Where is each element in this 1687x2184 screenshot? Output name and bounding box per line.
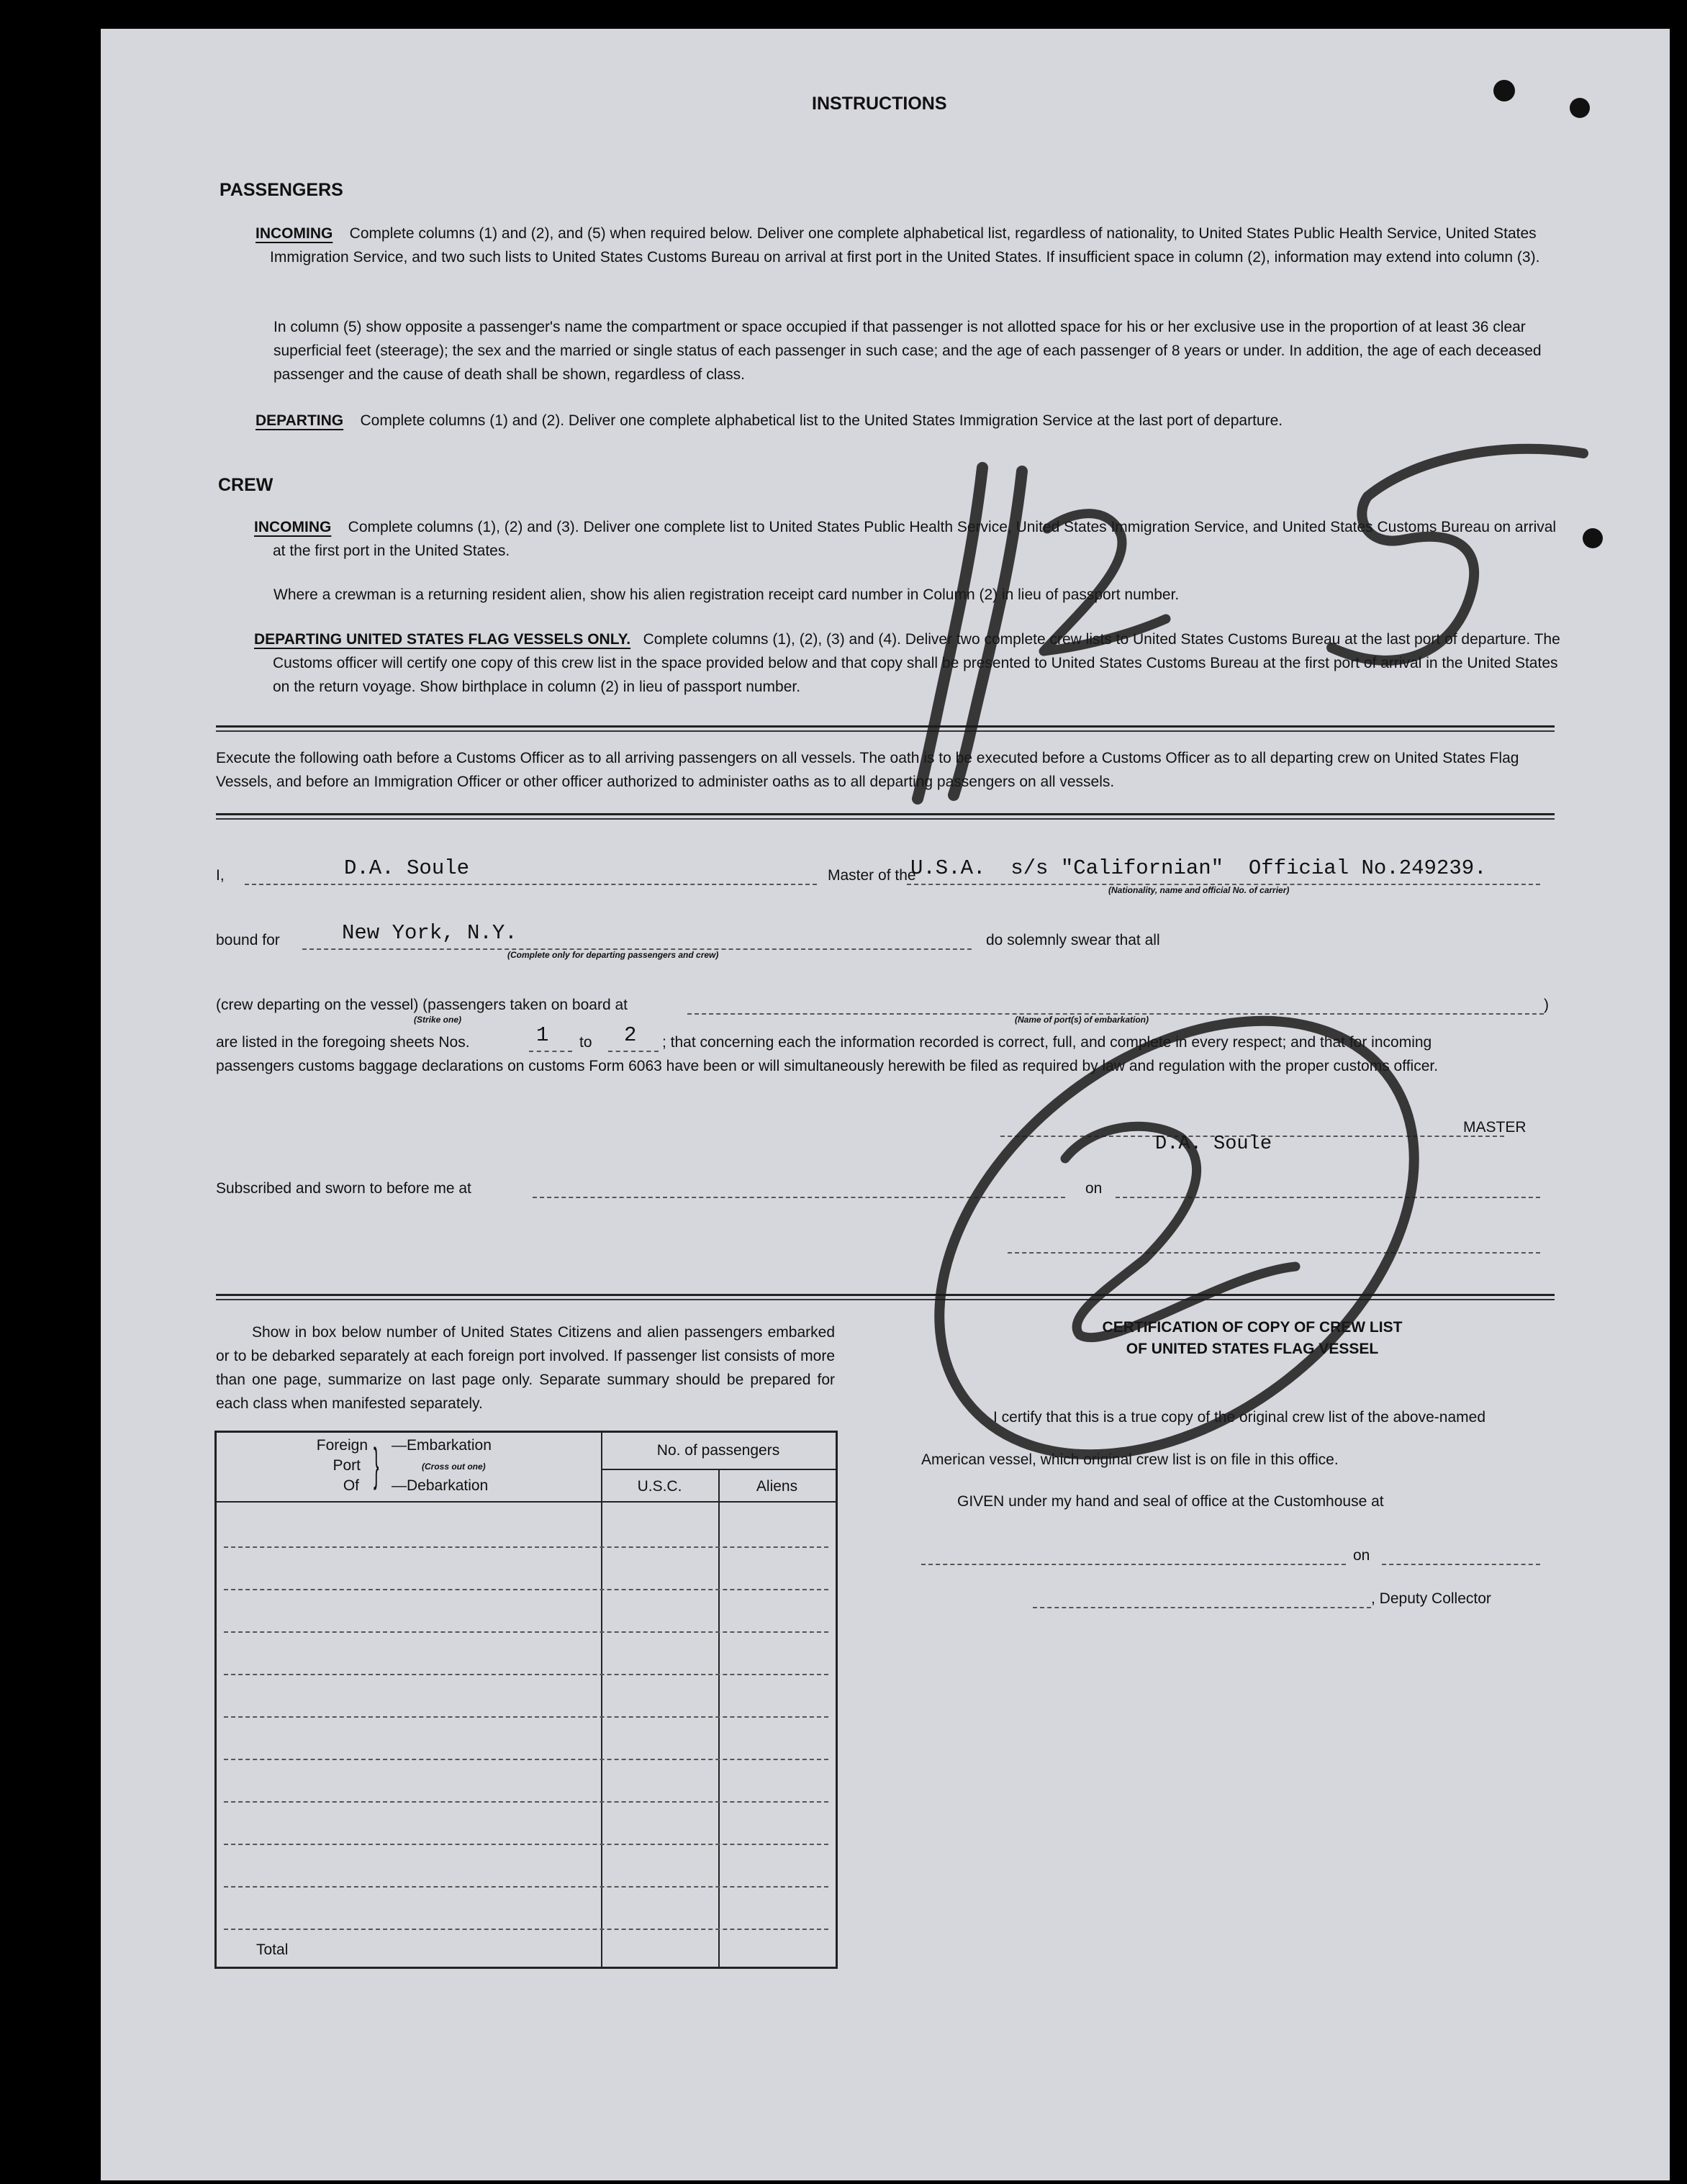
deputy-label: , Deputy Collector: [1371, 1590, 1491, 1607]
subscribed-place-line: [533, 1197, 1065, 1198]
passengers-heading: PASSENGERS: [220, 180, 343, 200]
debarkation-label: —Debarkation: [392, 1477, 489, 1494]
summary-instruction: Show in box below number of United States Citizens and alien passengers embarked or to be debarked separately at each foreign port involved. If passenger list consists of more than one page, summarize on last page only. Separate summary should be prepared for each class when manifested separately.: [216, 1324, 835, 1412]
total-label: Total: [256, 1941, 289, 1958]
column5-text: In column (5) show opposite a passenger's name the compartment or space occupied if that passenger is not allotted space for his or her exclusive use in the proportion of at least 36 clear superficial feet (steerage); the sex and the married or single status of each passenger in such case; and the age of each passenger of 8 years or under. In addition, the age of each deceased passenger and the cause of death shall be shown, regardless of class.: [273, 319, 1542, 383]
brace-icon: }: [374, 1438, 379, 1490]
sheet-from-line: [529, 1051, 572, 1052]
divider: [216, 818, 1555, 820]
crew-incoming-label: INCOMING: [254, 519, 332, 535]
sheet-to-line: [608, 1051, 659, 1052]
cert-date-line: [1382, 1564, 1540, 1565]
bound-caption: (Complete only for departing passengers and crew): [507, 950, 719, 960]
subscribed-date-line: [1116, 1197, 1540, 1198]
no-of-passengers: No. of passengers: [656, 1442, 780, 1459]
cross-out-caption: (Cross out one): [422, 1462, 486, 1472]
incoming-label: INCOMING: [255, 225, 333, 242]
embarkation-label: —Embarkation: [392, 1437, 492, 1454]
bound-label: bound for: [216, 932, 280, 948]
to-label: to: [579, 1034, 592, 1051]
table-row: [224, 1801, 828, 1803]
port-caption: (Name of port(s) of embarkation): [1015, 1015, 1149, 1025]
master-signature: D.A. Soule: [1155, 1133, 1272, 1155]
crew-incoming-text: Complete columns (1), (2) and (3). Deliver one complete list to United States Public Health Service, United States Immigration Service, and United States Customs Bureau on arrival at the first port in the United States.: [273, 519, 1557, 559]
divider: [216, 1299, 1555, 1300]
crew-departing-text: Complete columns (1), (2), (3) and (4). Deliver two complete crew lists to United States Customs Bureau at the last port of departure. The Customs officer will certify one copy of this crew list in the space provided below and that copy shall be presented to United States Customs Bureau at the first port of arrival in the United States on the return voyage. Show birthplace in column (2) in lieu of passport number.: [273, 631, 1560, 695]
master-label: MASTER: [1463, 1119, 1527, 1136]
table-row: [224, 1929, 828, 1930]
listed-label: are listed in the foregoing sheets Nos.: [216, 1034, 470, 1051]
aliens-header: Aliens: [756, 1478, 798, 1495]
divider: [216, 1294, 1555, 1296]
header-divider: [601, 1469, 836, 1470]
table-row: [224, 1546, 828, 1548]
vessel-value: U.S.A. s/s "Californian" Official No.249239.: [910, 856, 1487, 880]
crew-heading: CREW: [218, 475, 273, 495]
crew-alien-text: Where a crewman is a returning resident alien, show his alien registration receipt card number in Column (2) in lieu of passport number.: [273, 586, 1180, 603]
bound-value: New York, N.Y.: [342, 921, 517, 945]
col-foreign: Foreign: [316, 1437, 368, 1454]
certification-title-2: OF UNITED STATES FLAG VESSEL: [1126, 1341, 1379, 1357]
sheet-to-value: 2: [624, 1023, 637, 1047]
col-port: Port: [333, 1457, 361, 1474]
passengers-incoming: [255, 222, 1565, 269]
col-of: Of: [343, 1477, 359, 1494]
cert-on-label: on: [1353, 1547, 1370, 1564]
listed-cont: passengers customs baggage declarations on customs Form 6063 have been or will simultaneously herewith be filed as required by law and regulation with the proper customs officer.: [216, 1058, 1439, 1074]
crew-departing-label: DEPARTING UNITED STATES FLAG VESSELS ONLY.: [254, 631, 631, 648]
close-paren: ): [1544, 997, 1549, 1013]
customhouse-line: [921, 1564, 1346, 1565]
subscribed-label: Subscribed and sworn to before me at: [216, 1180, 471, 1197]
strike-caption: (Strike one): [414, 1015, 462, 1025]
incoming-text: Complete columns (1) and (2), and (5) when required below. Deliver one complete alphabetical list, regardless of nationality, to United States Public Health Service, United States Immigration Service, and two such lists to United States Customs Bureau on arrival at first port in the United States. If insufficient space in column (2), information may extend into column (3).: [270, 225, 1540, 266]
certification-title-1: CERTIFICATION OF COPY OF CREW LIST: [1102, 1319, 1403, 1336]
table-row: [224, 1886, 828, 1888]
officer-signature-line: [1008, 1252, 1540, 1254]
table-row: [224, 1759, 828, 1760]
departing-label: DEPARTING: [255, 412, 344, 429]
table-row: [224, 1674, 828, 1675]
passengers-departing: [255, 409, 1551, 432]
table-row: [224, 1844, 828, 1845]
crew-passengers-label: (crew departing on the vessel) (passengers taken on board at: [216, 997, 628, 1013]
divider: [216, 813, 1555, 815]
master-name-line: [245, 884, 817, 885]
listed-rest: ; that concerning each the information recorded is correct, full, and complete in every respect; and that for incoming: [662, 1034, 1432, 1051]
col-divider: [718, 1469, 720, 1967]
table-row: [224, 1716, 828, 1718]
certify-text-2: American vessel, which original crew list is on file in this office.: [921, 1451, 1339, 1468]
table-row: [224, 1589, 828, 1590]
divider: [216, 725, 1555, 728]
oath-intro: Execute the following oath before a Customs Officer as to all arriving passengers on all vessels. The oath is to be executed before a Customs Officer as to all departing crew on United States Flag Vessels, and before an Immigration Officer or other officer authorized to administer oaths as to all departing passengers on all vessels.: [216, 750, 1519, 790]
i-label: I,: [216, 867, 225, 884]
master-of-label: Master of the: [828, 867, 916, 884]
vessel-caption: (Nationality, name and official No. of carrier): [1108, 885, 1290, 895]
master-name-value: D.A. Soule: [344, 856, 470, 880]
swear-label: do solemnly swear that all: [986, 932, 1160, 948]
instructions-title: INSTRUCTIONS: [812, 94, 947, 114]
usc-header: U.S.C.: [637, 1478, 682, 1495]
divider: [216, 730, 1555, 732]
header-bottom: [217, 1501, 836, 1503]
document-sheet: [101, 29, 1670, 2180]
certify-text: I certify that this is a true copy of the original crew list of the above-named: [993, 1409, 1485, 1426]
subscribed-on-label: on: [1085, 1180, 1103, 1197]
certification-title: [964, 1317, 1540, 1360]
crew-incoming: [254, 515, 1570, 563]
given-text: GIVEN under my hand and seal of office at the Customhouse at: [957, 1493, 1384, 1510]
deputy-signature-line: [1033, 1607, 1371, 1608]
departing-text: Complete columns (1) and (2). Deliver one complete alphabetical list to the United States Immigration Service at the last port of departure.: [360, 412, 1283, 429]
summary-table: [214, 1431, 838, 1969]
sheet-from-value: 1: [536, 1023, 549, 1047]
table-row: [224, 1631, 828, 1633]
crew-departing: [254, 627, 1570, 699]
